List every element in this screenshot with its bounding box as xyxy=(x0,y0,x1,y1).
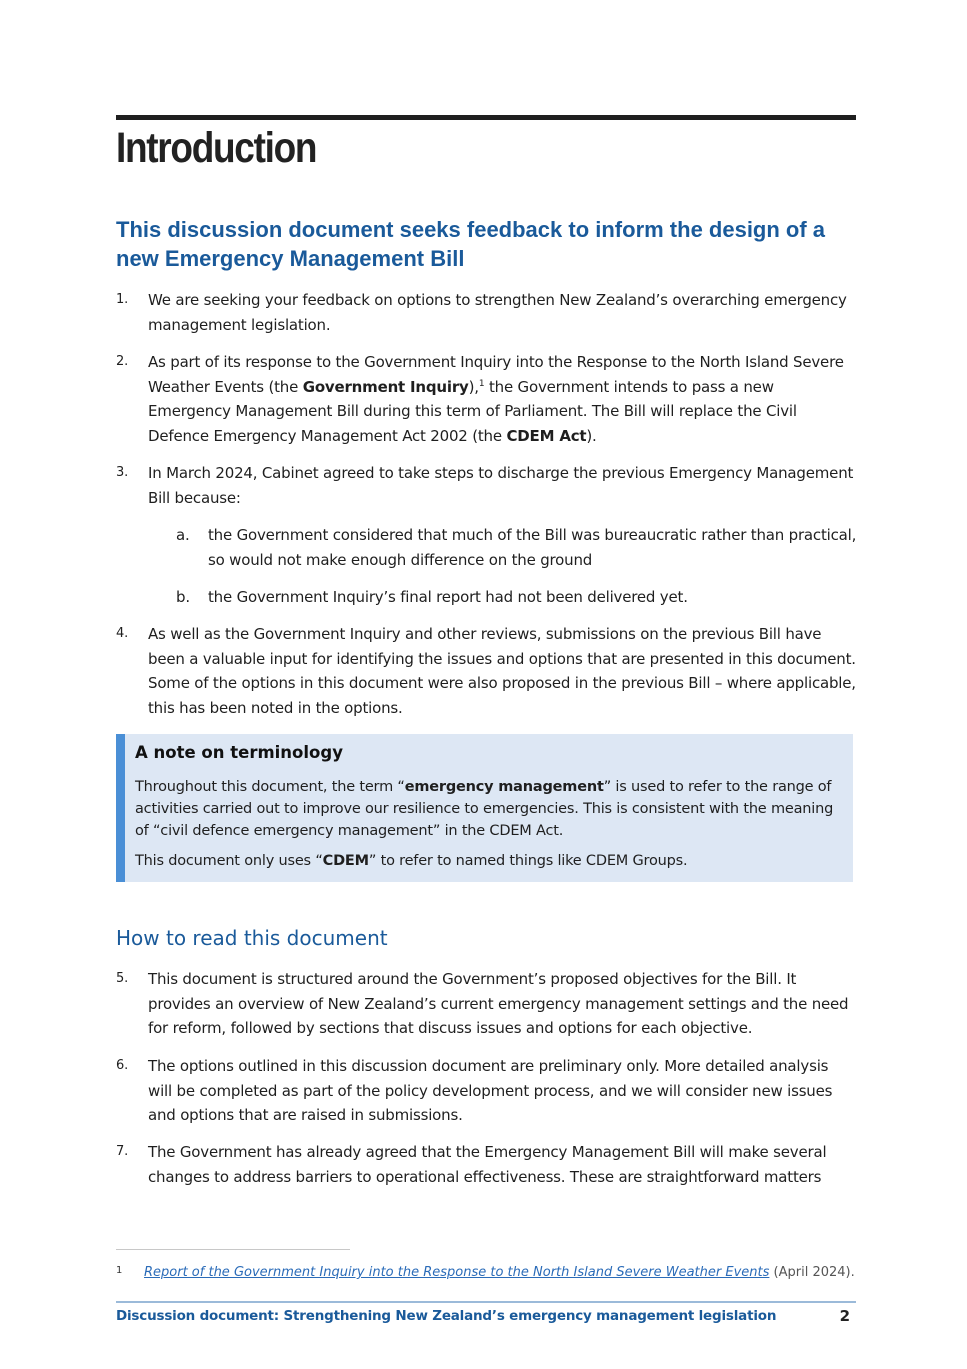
text-run: As part of its response to the Government Inquiry into the Response to the North Island Severe Weather Events (the xyxy=(148,353,844,396)
defined-term: CDEM xyxy=(322,853,369,869)
paragraph-3 xyxy=(116,461,856,511)
section-heading: How to read this document xyxy=(116,926,388,950)
text-run: ), xyxy=(468,377,479,396)
terminology-callout xyxy=(116,734,853,882)
footnote-number: 1 xyxy=(116,1265,123,1276)
text-run: Throughout this document, the term “ xyxy=(135,779,405,795)
callout-paragraph xyxy=(135,850,847,872)
paragraph-text: As well as the Government Inquiry and other reviews, submissions on the previous Bill have been a valuable input for identifying the issues and options that are presented in this document. Some of the options in this document were also proposed in the previous Bill – where applicable, this has been noted in the options. xyxy=(148,625,856,717)
text-run: the Government intends to pass a new Emergency Management Bill during this term of Parliament. The Bill will replace the Civil Defence Emergency Management Act 2002 (the xyxy=(148,377,797,445)
callout-title: A note on terminology xyxy=(135,743,343,762)
paragraph-number: 7. xyxy=(116,1144,129,1159)
list-marker: a. xyxy=(176,526,190,544)
page-title: Introduction xyxy=(116,124,317,172)
footer-divider xyxy=(116,1301,856,1303)
defined-term: emergency management xyxy=(404,779,604,795)
paragraph-text: This document is structured around the Government’s proposed objectives for the Bill. It provides an overview of New Zealand’s current emergency management settings and the need for reform, followed by sections that discuss issues and options for each objective. xyxy=(148,970,849,1037)
paragraph-text: We are seeking your feedback on options to strengthen New Zealand’s overarching emergency management legislation. xyxy=(148,291,847,334)
paragraph-1 xyxy=(116,288,856,338)
paragraph-number: 2. xyxy=(116,354,129,369)
paragraph-6 xyxy=(116,1054,856,1129)
footer-document-title: Discussion document: Strengthening New Zealand’s emergency management legislation xyxy=(116,1308,777,1324)
paragraph-5 xyxy=(116,967,856,1042)
paragraph-number: 4. xyxy=(116,626,129,641)
list-item-b xyxy=(176,585,856,611)
paragraph-text: The Government has already agreed that the Emergency Management Bill will make several changes to address barriers to operational effectiveness. These are straightforward matters xyxy=(148,1143,827,1186)
paragraph-text: The options outlined in this discussion document are preliminary only. More detailed analysis will be completed as part of the policy development process, and we will consider new issues and options that are raised in submissions. xyxy=(148,1057,833,1124)
section-subtitle: This discussion document seeks feedback to inform the design of a new Emergency Management Bill xyxy=(116,217,826,271)
title-rule xyxy=(116,115,856,120)
paragraph-number: 6. xyxy=(116,1058,129,1073)
paragraph-number: 3. xyxy=(116,465,129,480)
callout-paragraph xyxy=(135,776,847,842)
footnote-link[interactable]: Report of the Government Inquiry into the Response to the North Island Severe Weather Events xyxy=(144,1265,770,1280)
text-run: ” to refer to named things like CDEM Groups. xyxy=(368,853,688,869)
paragraph-number: 5. xyxy=(116,971,129,986)
paragraph-2 xyxy=(116,350,856,450)
text-run: ” is used to refer to the range of activities carried out to improve our resilience to emergencies. This is consistent with the meaning of “civil defence emergency management” in the CDEM Act. xyxy=(135,779,834,839)
list-item-text: the Government Inquiry’s final report had not been delivered yet. xyxy=(208,588,688,606)
paragraph-4 xyxy=(116,622,856,722)
defined-term: Government Inquiry xyxy=(302,377,469,396)
footnote-divider xyxy=(116,1249,350,1250)
paragraph-7 xyxy=(116,1140,856,1190)
defined-term: CDEM Act xyxy=(506,426,587,445)
page-number: 2 xyxy=(839,1307,850,1325)
list-marker: b. xyxy=(176,588,190,606)
list-item-a xyxy=(176,523,856,573)
list-item-text: the Government considered that much of the Bill was bureaucratic rather than practical, so would not make enough difference on the ground xyxy=(208,526,857,569)
paragraph-text: In March 2024, Cabinet agreed to take steps to discharge the previous Emergency Management Bill because: xyxy=(148,464,854,507)
paragraph-number: 1. xyxy=(116,292,129,307)
text-run: This document only uses “ xyxy=(135,853,323,869)
text-run: ). xyxy=(586,426,597,445)
footnote-text xyxy=(144,1265,855,1280)
footnote-ref[interactable]: 1 xyxy=(478,378,485,389)
text-run: (April 2024). xyxy=(769,1265,855,1280)
paragraph-text xyxy=(148,350,856,448)
